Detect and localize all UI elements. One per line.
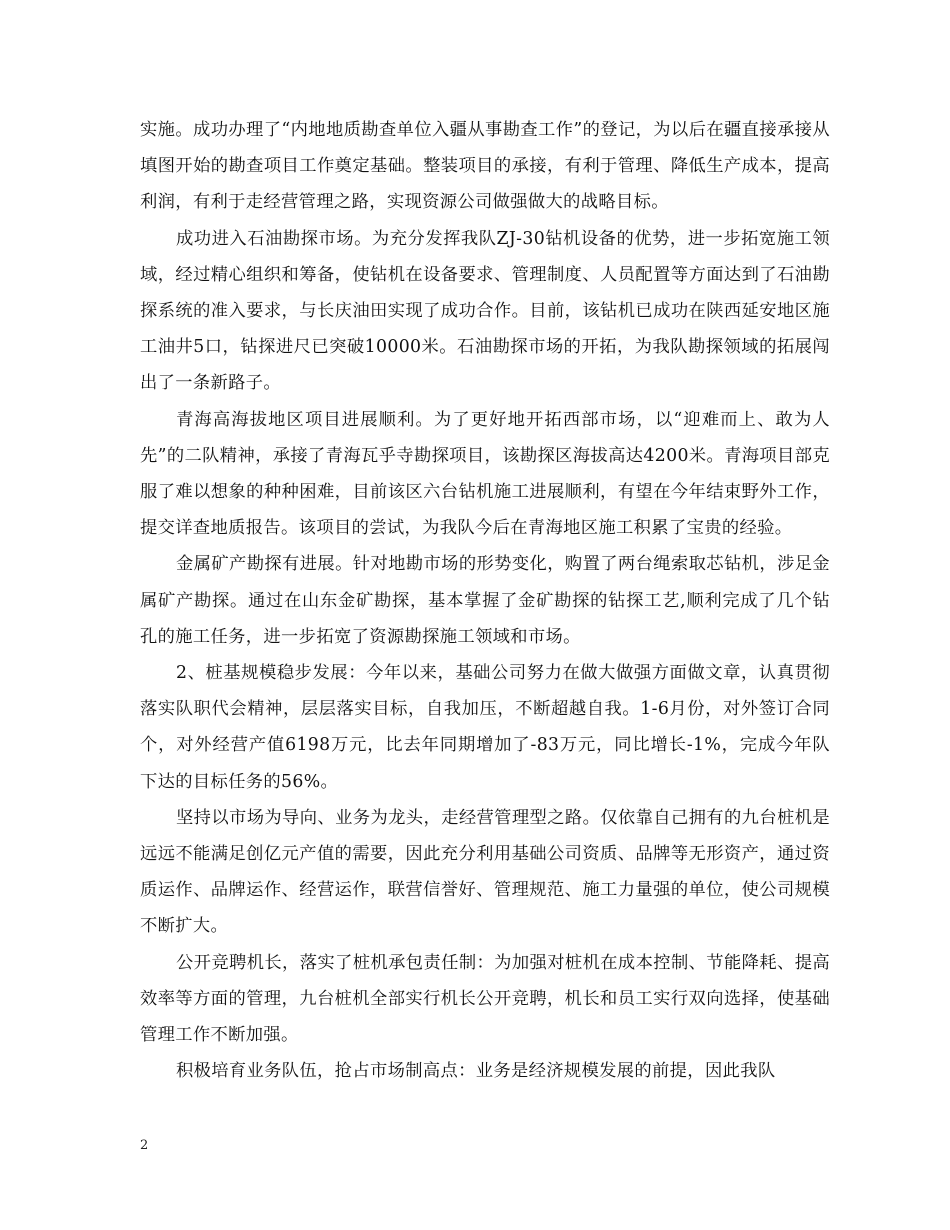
paragraph-3: 青海高海拔地区项目进展顺利。为了更好地开拓西部市场，以“迎难而上、敢为人先”的二队精神，承接了青海瓦乎寺勘探项目，该勘探区海拔高达4200米。青海项目部克服了难以想象的种种困难，目前该区六台钻机施工进展顺利，有望在今年结束野外工作，提交详查地质报告。该项目的尝试，为我队今后在青海地区施工积累了宝贵的经验。 [140,409,830,539]
body-text [140,112,830,1089]
paragraph-5: 2、桩基规模稳步发展：今年以来，基础公司努力在做大做强方面做文章，认真贯彻落实队职代会精神，层层落实目标，自我加压，不断超越自我。1-6月份，对外签订合同个，对外经营产值6198万元，比去年同期增加了-83万元，同比增长-1%，完成今年队下达的目标任务的56%。 [140,663,830,792]
paragraph-2: 成功进入石油勘探市场。为充分发挥我队ZJ-30钻机设备的优势，进一步拓宽施工领域，经过精心组织和筹备，使钻机在设备要求、管理制度、人员配置等方面达到了石油勘探系统的准入要求，与长庆油田实现了成功合作。目前，该钻机已成功在陕西延安地区施工油井5口，钻探进尺已突破10000米。石油勘探市场的开拓，为我队勘探领域的拓展闯出了一条新路子。 [140,228,830,394]
page-number: 2 [140,1138,149,1153]
paragraph-4: 金属矿产勘探有进展。针对地勘市场的形势变化，购置了两台绳索取芯钻机，涉足金属矿产勘探。通过在山东金矿勘探，基本掌握了金矿勘探的钻探工艺,顺利完成了几个钻孔的施工任务，进一步拓宽了资源勘探施工领域和市场。 [140,554,830,647]
paragraph-6: 坚持以市场为导向、业务为龙头，走经营管理型之路。仅依靠自己拥有的九台桩机是远远不能满足创亿元产值的需要，因此充分利用基础公司资质、品牌等无形资产，通过资质运作、品牌运作、经营运作，联营信誉好、管理规范、施工力量强的单位，使公司规模不断扩大。 [140,807,830,937]
paragraph-1: 实施。成功办理了“内地地质勘查单位入疆从事勘查工作”的登记，为以后在疆直接承接从填图开始的勘查项目工作奠定基础。整装项目的承接，有利于管理、降低生产成本，提高利润，有利于走经营管理之路，实现资源公司做强做大的战略目标。 [140,120,830,213]
paragraph-8: 积极培育业务队伍，抢占市场制高点：业务是经济规模发展的前提，因此我队 [176,1061,776,1082]
paragraph-7: 公开竞聘机长，落实了桩机承包责任制：为加强对桩机在成本控制、节能降耗、提高效率等方面的管理，九台桩机全部实行机长公开竞聘，机长和员工实行双向选择，使基础管理工作不断加强。 [140,952,830,1046]
